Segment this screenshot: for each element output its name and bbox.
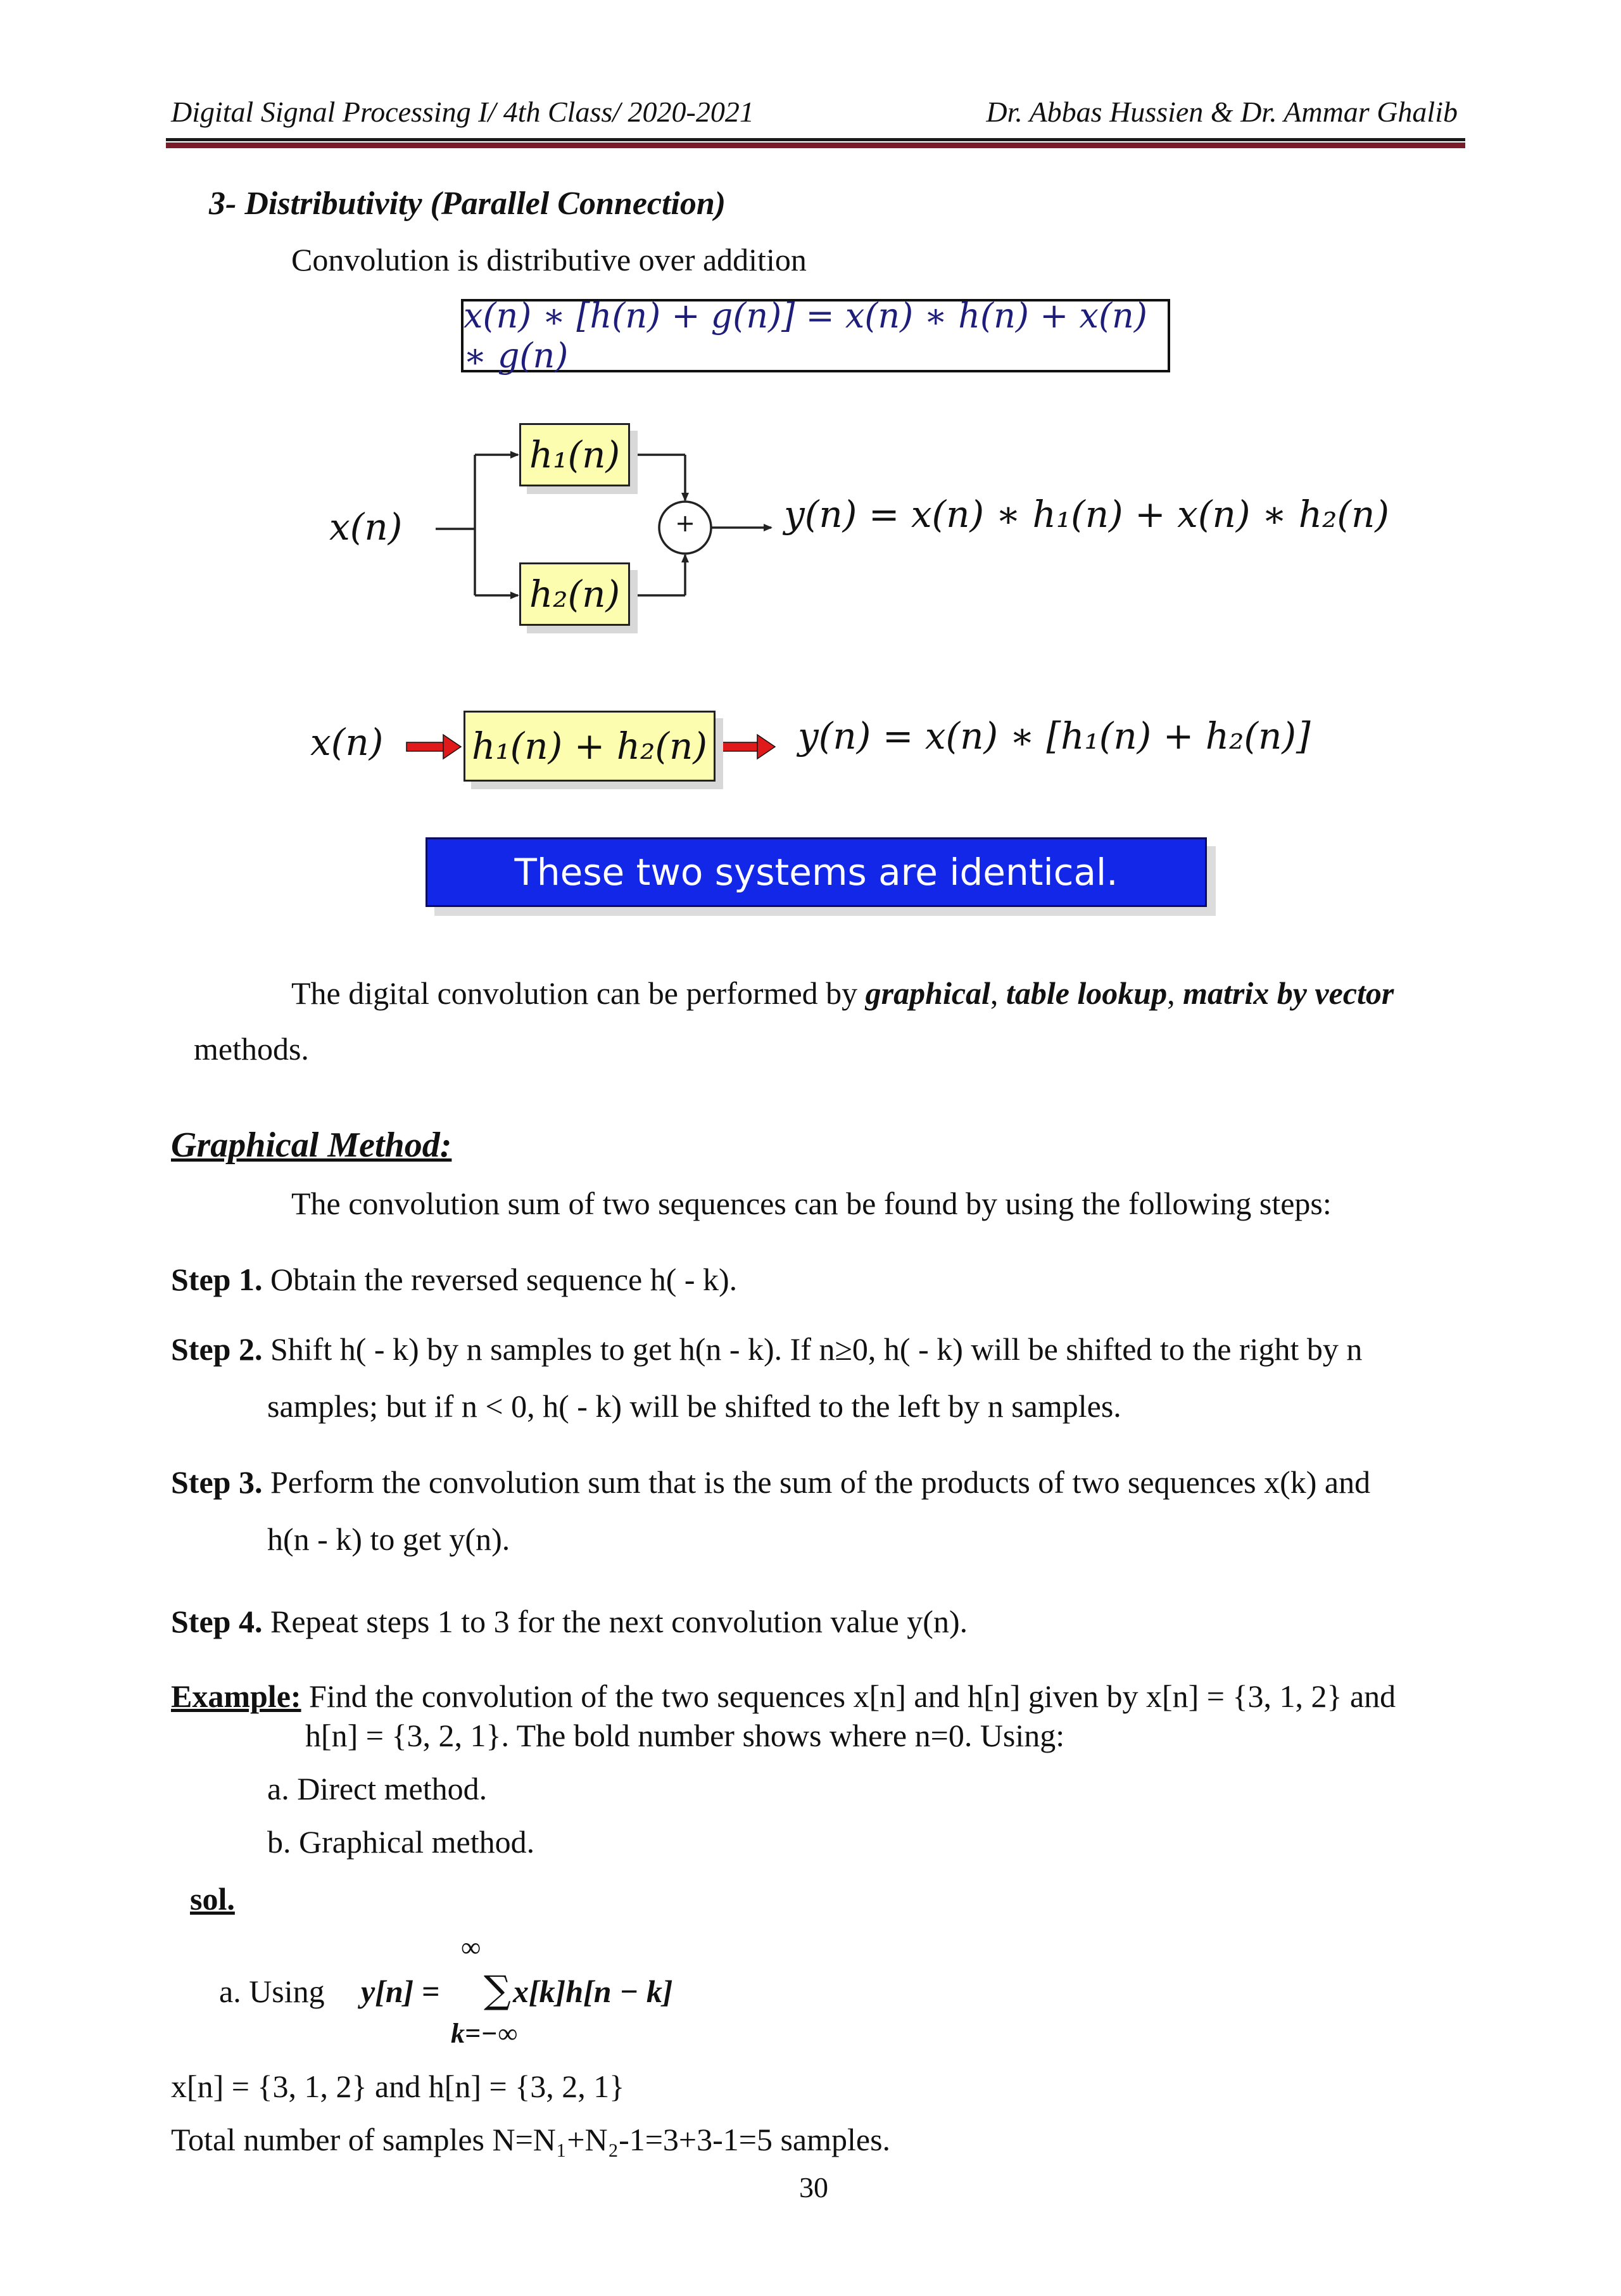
parallel-diagram-lines [0,0,1621,697]
header-right: Dr. Abbas Hussien & Dr. Ammar Ghalib [986,96,1458,128]
red-arrow-out [721,735,775,759]
total-samples-line: Total number of samples N=N₁+N₂-1=3+3-1=5 samples. [171,2122,891,2157]
formula-lhs: y[n] = [361,1974,440,2009]
step-3 [171,1464,1370,1501]
example-item-a: a. Direct method. [267,1771,488,1806]
header-left: Digital Signal Processing I/ 4th Class/ 2020-2021 [171,96,754,128]
method-graphical: graphical [865,975,990,1011]
step-1-text: Obtain the reversed sequence h( - k). [262,1262,738,1297]
graphical-method-title: Graphical Method: [171,1126,452,1165]
block-h1-plus-h2: h₁(n) + h₂(n) [464,711,716,782]
sol-label: sol. [190,1881,235,1917]
step-3-label: Step 3. [171,1464,263,1500]
summand: x[k]h[n − k] [513,1974,673,2009]
diagram2-input: x(n) [310,721,384,764]
red-arrow-in [407,735,461,759]
step-4-text: Repeat steps 1 to 3 for the next convolution value y(n). [262,1604,968,1639]
method-table-lookup: table lookup [1006,975,1168,1011]
step-2 [171,1331,1362,1368]
example-line2: h[n] = {3, 2, 1}. The bold number shows where n=0. Using: [305,1718,1065,1753]
graphical-intro: The convolution sum of two sequences can be found by using the following steps: [291,1186,1332,1221]
example-text: Find the convolution of the two sequences x[n] and h[n] given by x[n] = {3, 1, 2} and [301,1678,1396,1714]
step-1-label: Step 1. [171,1262,263,1297]
example-line1 [171,1678,1396,1715]
methods-line2: methods. [194,1031,309,1067]
boxed-equation: x(n) ∗ [h(n) + g(n)] = x(n) ∗ h(n) + x(n) ∗ g(n) [461,299,1170,372]
methods-pre: The digital convolution can be performed by [291,975,866,1011]
sum-symbol: ∑ [484,1968,511,2012]
example-item-b: b. Graphical method. [267,1824,535,1860]
step-4 [171,1604,968,1640]
step-2-line2: samples; but if n < 0, h( - k) will be shifted to the left by n samples. [267,1388,1121,1424]
sol-a-prefix: a. Using [219,1974,325,2009]
diagram1-input: x(n) [329,505,403,549]
sequences-line: x[n] = {3, 1, 2} and h[n] = {3, 2, 1} [171,2069,625,2104]
section-title: 3- Distributivity (Parallel Connection) [209,186,726,222]
step-1 [171,1262,737,1298]
adder-plus: + [675,509,695,537]
methods-sep2: , [1167,975,1183,1011]
sum-upper-limit: ∞ [461,1932,481,1963]
methods-line1 [291,975,1394,1012]
example-label: Example: [171,1678,301,1714]
block-h1: h₁(n) [519,423,630,486]
diagram1-output: y(n) = x(n) ∗ h₁(n) + x(n) ∗ h₂(n) [784,493,1389,536]
intro-text: Convolution is distributive over addition [291,242,807,277]
page-number: 30 [799,2171,828,2204]
identical-systems-banner: These two systems are identical. [426,837,1207,907]
diagram2-output: y(n) = x(n) ∗ [h₁(n) + h₂(n)] [798,714,1311,758]
sum-lower-limit: k=−∞ [451,2018,518,2049]
methods-sep1: , [990,975,1006,1011]
step-3-line2: h(n - k) to get y(n). [267,1521,510,1557]
step-2-label: Step 2. [171,1331,263,1367]
method-matrix: matrix by vector [1183,975,1394,1011]
step-4-label: Step 4. [171,1604,263,1639]
step-3-text: Perform the convolution sum that is the sum of the products of two sequences x(k) and [262,1464,1371,1500]
step-2-text: Shift h( - k) by n samples to get h(n - k). If n≥0, h( - k) will be shifted to the right by n [262,1331,1363,1367]
block-h2: h₂(n) [519,562,630,626]
